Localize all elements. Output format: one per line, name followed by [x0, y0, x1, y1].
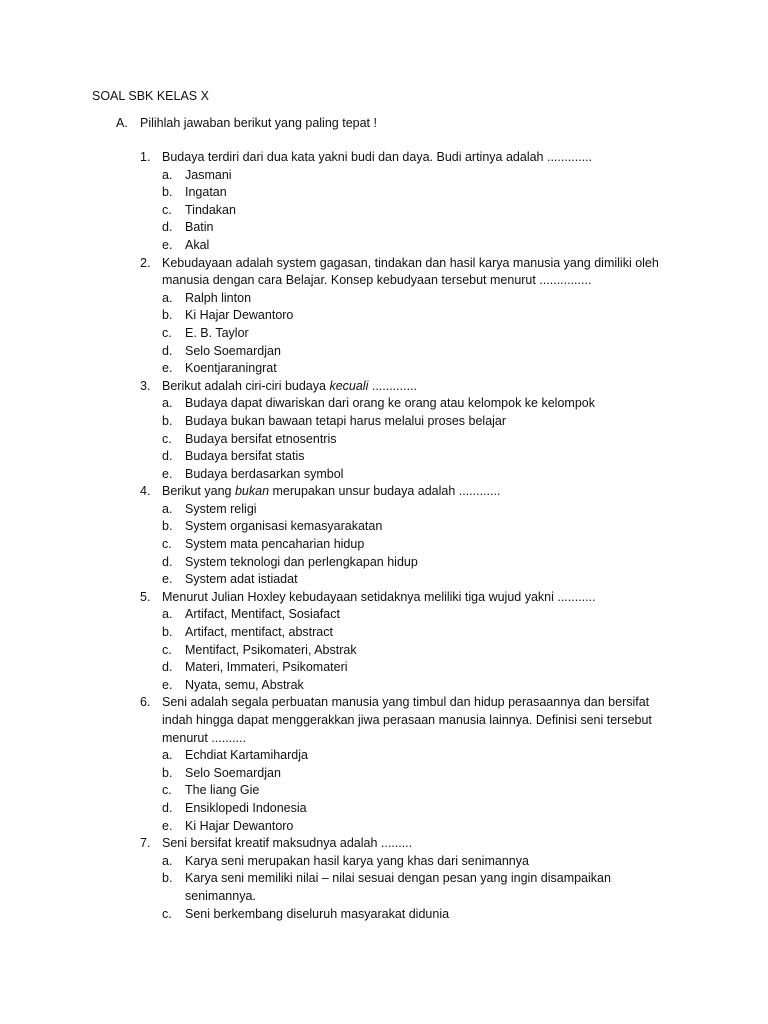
- answer-option: [140, 413, 680, 431]
- option-letter: d.: [162, 660, 173, 675]
- option-text: System mata pencaharian hidup: [185, 537, 365, 552]
- answer-option: [140, 818, 680, 836]
- question-item: [140, 589, 680, 607]
- option-letter: e.: [162, 818, 173, 833]
- answer-option: [140, 571, 680, 589]
- question-text: [162, 255, 680, 290]
- answer-option: [140, 659, 680, 677]
- section-heading: [116, 114, 377, 132]
- answer-option: [140, 800, 680, 818]
- option-letter: a.: [162, 501, 173, 516]
- answer-option: [140, 853, 680, 871]
- option-letter: c.: [162, 431, 172, 446]
- option-letter: b.: [162, 519, 173, 534]
- option-letter: c.: [162, 783, 172, 798]
- option-letter: a.: [162, 748, 173, 763]
- answer-option: [140, 554, 680, 572]
- option-text: Selo Soemardjan: [185, 765, 281, 780]
- question-item: [140, 255, 680, 290]
- option-text: Tindakan: [185, 202, 236, 217]
- option-text: Artifact, mentifact, abstract: [185, 625, 333, 640]
- question-text-italic: kecuali: [329, 378, 369, 393]
- option-text: Akal: [185, 237, 210, 252]
- answer-option: [140, 765, 680, 783]
- option-text: Nyata, semu, Abstrak: [185, 677, 304, 692]
- answer-option: [140, 466, 680, 484]
- question-text-part: Menurut Julian Hoxley kebudayaan setidaknya meliliki tiga wujud yakni ...........: [162, 589, 596, 604]
- answer-option: [140, 325, 680, 343]
- option-letter: b.: [162, 185, 173, 200]
- answer-option: [140, 448, 680, 466]
- answer-option: [140, 501, 680, 519]
- option-text: Ki Hajar Dewantoro: [185, 818, 294, 833]
- option-text: Budaya bukan bawaan tetapi harus melalui proses belajar: [185, 413, 507, 428]
- option-letter: e.: [162, 361, 173, 376]
- question-item: [140, 483, 680, 501]
- question-text-part: Berikut yang: [162, 484, 235, 499]
- question-list: [140, 149, 680, 923]
- option-letter: d.: [162, 554, 173, 569]
- answer-option: [140, 395, 680, 413]
- question-number: 1.: [140, 150, 151, 164]
- option-text: Ki Hajar Dewantoro: [185, 308, 294, 323]
- option-text: Karya seni merupakan hasil karya yang khas dari senimannya: [185, 853, 529, 868]
- option-text: Ingatan: [185, 185, 227, 200]
- option-letter: a.: [162, 853, 173, 868]
- answer-option: [140, 518, 680, 536]
- question-text: [162, 589, 680, 607]
- answer-option: [140, 642, 680, 660]
- section-letter: A.: [116, 116, 128, 130]
- answer-option: [140, 906, 680, 924]
- question-text-part: merupakan unsur budaya adalah ............: [269, 484, 501, 499]
- option-letter: c.: [162, 537, 172, 552]
- question-item: [140, 149, 680, 167]
- answer-option: [140, 624, 680, 642]
- option-letter: d.: [162, 343, 173, 358]
- answer-option: [140, 747, 680, 765]
- answer-option: [140, 343, 680, 361]
- option-text: Batin: [185, 220, 214, 235]
- option-text: Ensiklopedi Indonesia: [185, 800, 307, 815]
- option-text: Seni berkembang diseluruh masyarakat didunia: [185, 906, 450, 921]
- option-text: Mentifact, Psikomateri, Abstrak: [185, 642, 357, 657]
- question-number: 4.: [140, 484, 151, 499]
- answer-option: [140, 782, 680, 800]
- option-letter: c.: [162, 325, 172, 340]
- question-number: 7.: [140, 836, 151, 851]
- question-number: 3.: [140, 378, 151, 393]
- section-instruction: Pilihlah jawaban berikut yang paling tepat !: [140, 116, 377, 130]
- option-letter: e.: [162, 237, 173, 252]
- question-number: 5.: [140, 589, 151, 604]
- question-text-part: Seni bersifat kreatif maksudnya adalah .........: [162, 836, 413, 851]
- option-text: System teknologi dan perlengkapan hidup: [185, 554, 418, 569]
- option-text: Budaya berdasarkan symbol: [185, 466, 344, 481]
- question-number: 2.: [140, 255, 151, 270]
- answer-option: [140, 307, 680, 325]
- question-number: 6.: [140, 695, 151, 710]
- option-text: Jasmani: [185, 167, 232, 182]
- option-text: Ralph linton: [185, 290, 252, 305]
- answer-option: [140, 677, 680, 695]
- question-text-part: Berikut adalah ciri-ciri budaya: [162, 378, 330, 393]
- option-text: E. B. Taylor: [185, 325, 249, 340]
- option-letter: c.: [162, 642, 172, 657]
- option-letter: a.: [162, 607, 173, 622]
- answer-option: [140, 184, 680, 202]
- option-text: The liang Gie: [185, 783, 260, 798]
- option-letter: e.: [162, 572, 173, 587]
- question-text: [162, 835, 680, 853]
- question-text: [162, 694, 680, 747]
- option-letter: e.: [162, 466, 173, 481]
- option-letter: a.: [162, 290, 173, 305]
- question-text-part: Budaya terdiri dari dua kata yakni budi dan daya. Budi artinya adalah .............: [162, 150, 593, 164]
- option-text: Selo Soemardjan: [185, 343, 281, 358]
- option-text: Koentjaraningrat: [185, 361, 277, 376]
- question-text-part: Seni adalah segala perbuatan manusia yang timbul dan hidup perasaannya dan bersifat indah hingga dapat menggerakkan jiwa perasaan manusia lainnya. Definisi seni tersebut menurut ..........: [162, 695, 652, 745]
- option-letter: c.: [162, 906, 172, 921]
- answer-option: [140, 202, 680, 220]
- answer-option: [140, 870, 680, 905]
- option-letter: b.: [162, 871, 173, 886]
- question-text: [162, 149, 680, 167]
- option-text: System adat istiadat: [185, 572, 298, 587]
- question-text: [162, 378, 680, 396]
- question-text-part: .............: [368, 378, 417, 393]
- answer-option: [140, 360, 680, 378]
- question-item: [140, 378, 680, 396]
- question-item: [140, 835, 680, 853]
- answer-option: [140, 536, 680, 554]
- answer-option: [140, 237, 680, 255]
- question-text-part: Kebudayaan adalah system gagasan, tindakan dan hasil karya manusia yang dimiliki oleh manusia dengan cara Belajar. Konsep kebudyaan tersebut menurut ...............: [162, 255, 659, 288]
- option-text: System religi: [185, 501, 257, 516]
- option-letter: d.: [162, 449, 173, 464]
- option-text: Echdiat Kartamihardja: [185, 748, 308, 763]
- option-letter: b.: [162, 308, 173, 323]
- option-text: Budaya dapat diwariskan dari orang ke orang atau kelompok ke kelompok: [185, 396, 595, 411]
- document-title: SOAL SBK KELAS X: [92, 89, 209, 103]
- question-text: [162, 483, 680, 501]
- option-letter: b.: [162, 765, 173, 780]
- option-text: Materi, Immateri, Psikomateri: [185, 660, 348, 675]
- option-letter: e.: [162, 677, 173, 692]
- option-text: System organisasi kemasyarakatan: [185, 519, 383, 534]
- option-letter: b.: [162, 625, 173, 640]
- option-text: Karya seni memiliki nilai – nilai sesuai dengan pesan yang ingin disampaikan senimannya.: [185, 871, 611, 903]
- answer-option: [140, 219, 680, 237]
- answer-option: [140, 431, 680, 449]
- option-letter: b.: [162, 413, 173, 428]
- question-item: [140, 694, 680, 747]
- option-letter: c.: [162, 202, 172, 217]
- question-text-italic: bukan: [234, 484, 270, 499]
- answer-option: [140, 606, 680, 624]
- answer-option: [140, 290, 680, 308]
- option-letter: a.: [162, 167, 173, 182]
- option-text: Budaya bersifat statis: [185, 449, 305, 464]
- option-text: Artifact, Mentifact, Sosiafact: [185, 607, 340, 622]
- option-letter: a.: [162, 396, 173, 411]
- option-text: Budaya bersifat etnosentris: [185, 431, 337, 446]
- option-letter: d.: [162, 220, 173, 235]
- option-letter: d.: [162, 800, 173, 815]
- answer-option: [140, 167, 680, 185]
